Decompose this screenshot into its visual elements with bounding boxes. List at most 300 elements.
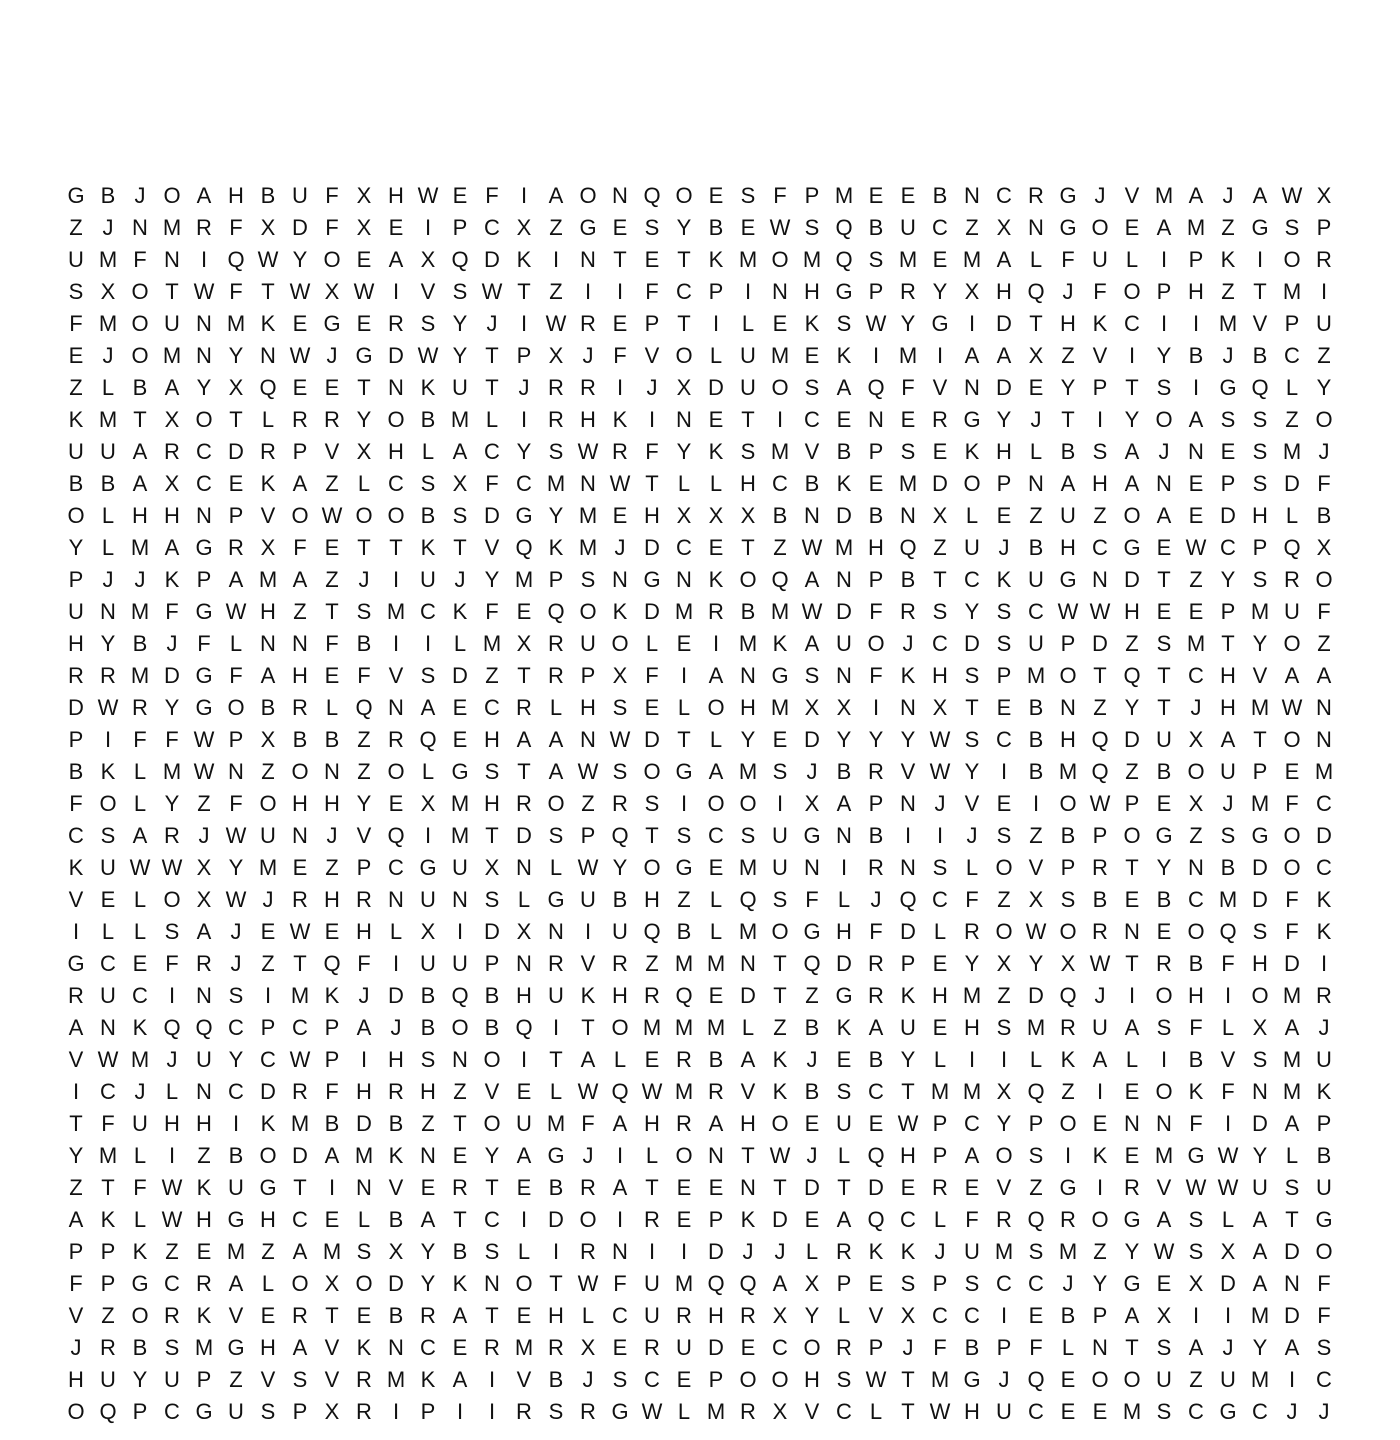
- grid-letter[interactable]: U: [1156, 1367, 1172, 1392]
- grid-letter[interactable]: A: [964, 343, 980, 368]
- grid-letter[interactable]: M: [226, 311, 246, 336]
- grid-letter[interactable]: R: [164, 439, 180, 464]
- grid-letter[interactable]: O: [739, 791, 757, 816]
- grid-letter[interactable]: R: [900, 599, 916, 624]
- grid-letter[interactable]: K: [516, 247, 532, 272]
- grid-letter[interactable]: R: [164, 823, 180, 848]
- grid-letter[interactable]: B: [804, 471, 820, 496]
- grid-letter[interactable]: C: [1252, 1399, 1268, 1424]
- grid-letter[interactable]: U: [1220, 1367, 1236, 1392]
- grid-letter[interactable]: O: [1187, 759, 1205, 784]
- grid-letter[interactable]: F: [1285, 919, 1299, 944]
- grid-letter[interactable]: J: [230, 919, 242, 944]
- grid-letter[interactable]: B: [1028, 535, 1044, 560]
- grid-letter[interactable]: T: [773, 983, 787, 1008]
- grid-letter[interactable]: S: [420, 1047, 436, 1072]
- grid-letter[interactable]: O: [579, 1207, 597, 1232]
- grid-letter[interactable]: N: [324, 759, 340, 784]
- grid-letter[interactable]: G: [67, 183, 85, 208]
- grid-letter[interactable]: V: [228, 1303, 244, 1328]
- grid-letter[interactable]: F: [325, 183, 339, 208]
- grid-letter[interactable]: Z: [165, 1239, 179, 1264]
- grid-letter[interactable]: W: [1281, 695, 1303, 720]
- grid-letter[interactable]: Q: [835, 215, 853, 240]
- grid-letter[interactable]: C: [1188, 887, 1204, 912]
- grid-letter[interactable]: J: [1062, 279, 1074, 304]
- grid-letter[interactable]: I: [520, 183, 528, 208]
- grid-letter[interactable]: O: [291, 759, 309, 784]
- grid-letter[interactable]: O: [291, 1271, 309, 1296]
- grid-letter[interactable]: Q: [1123, 663, 1141, 688]
- grid-letter[interactable]: U: [196, 1047, 212, 1072]
- grid-letter[interactable]: G: [195, 535, 213, 560]
- grid-letter[interactable]: P: [1252, 759, 1268, 784]
- grid-letter[interactable]: M: [994, 1239, 1014, 1264]
- grid-letter[interactable]: A: [1252, 1239, 1268, 1264]
- grid-letter[interactable]: H: [484, 727, 500, 752]
- grid-letter[interactable]: R: [996, 1207, 1012, 1232]
- grid-letter[interactable]: Z: [261, 759, 275, 784]
- grid-letter[interactable]: A: [804, 567, 820, 592]
- grid-letter[interactable]: H: [132, 503, 148, 528]
- grid-letter[interactable]: X: [260, 727, 276, 752]
- grid-letter[interactable]: V: [324, 1335, 340, 1360]
- grid-letter[interactable]: G: [1123, 1207, 1141, 1232]
- grid-letter[interactable]: N: [260, 343, 276, 368]
- grid-letter[interactable]: K: [420, 375, 436, 400]
- grid-letter[interactable]: K: [1316, 1079, 1332, 1104]
- grid-letter[interactable]: O: [739, 567, 757, 592]
- grid-letter[interactable]: A: [1060, 471, 1076, 496]
- grid-letter[interactable]: C: [804, 407, 820, 432]
- grid-letter[interactable]: I: [872, 695, 880, 720]
- grid-letter[interactable]: Y: [228, 1047, 244, 1072]
- grid-letter[interactable]: H: [516, 983, 532, 1008]
- grid-letter[interactable]: Z: [485, 663, 499, 688]
- grid-letter[interactable]: D: [708, 1335, 724, 1360]
- grid-letter[interactable]: B: [708, 1047, 724, 1072]
- grid-letter[interactable]: C: [228, 1015, 244, 1040]
- grid-letter[interactable]: B: [292, 727, 308, 752]
- grid-letter[interactable]: W: [289, 1047, 311, 1072]
- grid-letter[interactable]: L: [133, 791, 147, 816]
- grid-letter[interactable]: O: [1187, 919, 1205, 944]
- grid-letter[interactable]: J: [902, 631, 914, 656]
- grid-letter[interactable]: R: [580, 1175, 596, 1200]
- grid-letter[interactable]: A: [772, 1271, 788, 1296]
- grid-letter[interactable]: S: [356, 599, 372, 624]
- grid-letter[interactable]: Y: [676, 215, 692, 240]
- grid-letter[interactable]: S: [772, 887, 788, 912]
- grid-letter[interactable]: L: [261, 1271, 275, 1296]
- grid-letter[interactable]: O: [483, 1047, 501, 1072]
- grid-letter[interactable]: Q: [195, 1015, 213, 1040]
- grid-letter[interactable]: N: [196, 503, 212, 528]
- grid-letter[interactable]: M: [738, 855, 758, 880]
- grid-letter[interactable]: R: [516, 695, 532, 720]
- grid-letter[interactable]: I: [1224, 983, 1232, 1008]
- grid-letter[interactable]: A: [1124, 1015, 1140, 1040]
- grid-letter[interactable]: X: [804, 695, 820, 720]
- grid-letter[interactable]: W: [641, 1399, 663, 1424]
- grid-letter[interactable]: A: [292, 471, 308, 496]
- grid-letter[interactable]: X: [900, 1303, 916, 1328]
- grid-letter[interactable]: C: [100, 1079, 116, 1104]
- grid-letter[interactable]: M: [706, 1015, 726, 1040]
- grid-letter[interactable]: B: [964, 1335, 980, 1360]
- grid-letter[interactable]: R: [1284, 567, 1300, 592]
- grid-letter[interactable]: Y: [900, 311, 916, 336]
- grid-letter[interactable]: D: [836, 503, 852, 528]
- grid-letter[interactable]: M: [258, 855, 278, 880]
- grid-letter[interactable]: Z: [773, 535, 787, 560]
- grid-letter[interactable]: B: [420, 983, 436, 1008]
- grid-letter[interactable]: T: [613, 247, 627, 272]
- grid-letter[interactable]: K: [452, 599, 468, 624]
- grid-letter[interactable]: T: [1029, 311, 1043, 336]
- grid-letter[interactable]: A: [132, 471, 148, 496]
- grid-letter[interactable]: X: [1028, 343, 1044, 368]
- grid-letter[interactable]: N: [612, 1239, 628, 1264]
- grid-letter[interactable]: Q: [867, 1143, 885, 1168]
- grid-letter[interactable]: J: [806, 1047, 818, 1072]
- grid-letter[interactable]: Y: [132, 1367, 148, 1392]
- grid-letter[interactable]: W: [321, 503, 343, 528]
- grid-letter[interactable]: L: [357, 471, 371, 496]
- grid-letter[interactable]: I: [168, 1143, 176, 1168]
- grid-letter[interactable]: B: [1092, 887, 1108, 912]
- grid-letter[interactable]: P: [484, 951, 500, 976]
- grid-letter[interactable]: B: [420, 1015, 436, 1040]
- grid-letter[interactable]: R: [580, 1239, 596, 1264]
- grid-letter[interactable]: T: [677, 247, 691, 272]
- grid-letter[interactable]: T: [261, 279, 275, 304]
- grid-letter[interactable]: H: [324, 791, 340, 816]
- grid-letter[interactable]: M: [578, 535, 598, 560]
- grid-letter[interactable]: A: [1124, 439, 1140, 464]
- grid-letter[interactable]: S: [644, 791, 660, 816]
- grid-letter[interactable]: M: [1026, 663, 1046, 688]
- grid-letter[interactable]: A: [580, 1047, 596, 1072]
- grid-letter[interactable]: D: [708, 375, 724, 400]
- grid-letter[interactable]: L: [1285, 1143, 1299, 1168]
- grid-letter[interactable]: Q: [387, 823, 405, 848]
- grid-letter[interactable]: H: [68, 1367, 84, 1392]
- grid-letter[interactable]: M: [578, 503, 598, 528]
- grid-letter[interactable]: M: [162, 343, 182, 368]
- grid-letter[interactable]: T: [773, 1175, 787, 1200]
- grid-letter[interactable]: D: [1316, 823, 1332, 848]
- grid-letter[interactable]: N: [676, 407, 692, 432]
- grid-letter[interactable]: Y: [1316, 375, 1332, 400]
- grid-letter[interactable]: H: [868, 535, 884, 560]
- grid-letter[interactable]: L: [933, 919, 947, 944]
- grid-letter[interactable]: O: [611, 1015, 629, 1040]
- grid-letter[interactable]: K: [452, 1271, 468, 1296]
- grid-letter[interactable]: Q: [1091, 759, 1109, 784]
- grid-letter[interactable]: M: [546, 1111, 566, 1136]
- grid-letter[interactable]: R: [100, 1335, 116, 1360]
- grid-letter[interactable]: H: [1060, 727, 1076, 752]
- grid-letter[interactable]: R: [260, 439, 276, 464]
- grid-letter[interactable]: E: [868, 1111, 884, 1136]
- grid-letter[interactable]: P: [516, 343, 532, 368]
- grid-letter[interactable]: O: [131, 311, 149, 336]
- grid-letter[interactable]: P: [68, 727, 84, 752]
- grid-letter[interactable]: J: [358, 983, 370, 1008]
- grid-letter[interactable]: I: [1032, 791, 1040, 816]
- grid-letter[interactable]: O: [131, 279, 149, 304]
- grid-letter[interactable]: N: [1188, 855, 1204, 880]
- grid-letter[interactable]: R: [612, 791, 628, 816]
- grid-letter[interactable]: Y: [836, 727, 852, 752]
- grid-letter[interactable]: T: [485, 1175, 499, 1200]
- grid-letter[interactable]: I: [1128, 343, 1136, 368]
- grid-letter[interactable]: A: [996, 343, 1012, 368]
- grid-letter[interactable]: A: [836, 1207, 852, 1232]
- grid-letter[interactable]: J: [1286, 1399, 1298, 1424]
- grid-letter[interactable]: N: [196, 983, 212, 1008]
- grid-letter[interactable]: Z: [1093, 695, 1107, 720]
- grid-letter[interactable]: C: [932, 1303, 948, 1328]
- grid-letter[interactable]: A: [516, 727, 532, 752]
- grid-letter[interactable]: J: [966, 823, 978, 848]
- grid-letter[interactable]: X: [548, 343, 564, 368]
- grid-letter[interactable]: F: [357, 663, 371, 688]
- grid-letter[interactable]: D: [388, 343, 404, 368]
- grid-letter[interactable]: G: [1059, 183, 1077, 208]
- grid-letter[interactable]: M: [1250, 599, 1270, 624]
- grid-letter[interactable]: F: [773, 183, 787, 208]
- grid-letter[interactable]: W: [1217, 1143, 1239, 1168]
- grid-letter[interactable]: U: [644, 1303, 660, 1328]
- grid-letter[interactable]: N: [292, 823, 308, 848]
- grid-letter[interactable]: Z: [1189, 567, 1203, 592]
- grid-letter[interactable]: Y: [996, 1111, 1012, 1136]
- grid-letter[interactable]: B: [388, 1303, 404, 1328]
- grid-letter[interactable]: O: [483, 1111, 501, 1136]
- grid-letter[interactable]: U: [740, 343, 756, 368]
- grid-letter[interactable]: H: [164, 1111, 180, 1136]
- grid-letter[interactable]: Q: [1027, 1207, 1045, 1232]
- grid-letter[interactable]: U: [900, 1015, 916, 1040]
- grid-letter[interactable]: T: [901, 1079, 915, 1104]
- grid-letter[interactable]: F: [1189, 1111, 1203, 1136]
- grid-letter[interactable]: O: [547, 791, 565, 816]
- grid-letter[interactable]: E: [452, 183, 468, 208]
- grid-letter[interactable]: S: [484, 887, 500, 912]
- grid-letter[interactable]: R: [1060, 1015, 1076, 1040]
- grid-letter[interactable]: X: [1188, 727, 1204, 752]
- grid-letter[interactable]: J: [646, 375, 658, 400]
- grid-letter[interactable]: E: [1028, 1303, 1044, 1328]
- grid-letter[interactable]: P: [292, 439, 308, 464]
- grid-letter[interactable]: M: [162, 759, 182, 784]
- grid-letter[interactable]: G: [963, 407, 981, 432]
- grid-letter[interactable]: R: [644, 983, 660, 1008]
- grid-letter[interactable]: T: [1125, 375, 1139, 400]
- grid-letter[interactable]: M: [674, 1015, 694, 1040]
- grid-letter[interactable]: E: [932, 439, 948, 464]
- grid-letter[interactable]: F: [325, 1079, 339, 1104]
- grid-letter[interactable]: D: [740, 983, 756, 1008]
- grid-letter[interactable]: J: [1222, 1335, 1234, 1360]
- grid-letter[interactable]: C: [228, 1079, 244, 1104]
- grid-letter[interactable]: M: [514, 1335, 534, 1360]
- grid-letter[interactable]: D: [388, 983, 404, 1008]
- grid-letter[interactable]: X: [676, 503, 692, 528]
- grid-letter[interactable]: B: [804, 1015, 820, 1040]
- grid-letter[interactable]: F: [1317, 599, 1331, 624]
- grid-letter[interactable]: V: [1028, 855, 1044, 880]
- grid-letter[interactable]: M: [98, 407, 118, 432]
- grid-letter[interactable]: I: [1096, 407, 1104, 432]
- grid-letter[interactable]: S: [612, 695, 628, 720]
- grid-letter[interactable]: I: [584, 279, 592, 304]
- grid-letter[interactable]: M: [1154, 1143, 1174, 1168]
- grid-letter[interactable]: O: [1123, 503, 1141, 528]
- grid-letter[interactable]: S: [260, 1399, 276, 1424]
- grid-letter[interactable]: T: [901, 1367, 915, 1392]
- grid-letter[interactable]: V: [1092, 343, 1108, 368]
- grid-letter[interactable]: S: [1060, 887, 1076, 912]
- grid-letter[interactable]: F: [325, 215, 339, 240]
- grid-letter[interactable]: C: [996, 1271, 1012, 1296]
- grid-letter[interactable]: E: [324, 663, 340, 688]
- grid-letter[interactable]: I: [776, 407, 784, 432]
- grid-letter[interactable]: L: [133, 919, 147, 944]
- grid-letter[interactable]: O: [1059, 919, 1077, 944]
- grid-letter[interactable]: O: [131, 1303, 149, 1328]
- grid-letter[interactable]: G: [963, 1367, 981, 1392]
- grid-letter[interactable]: I: [392, 567, 400, 592]
- grid-letter[interactable]: U: [1092, 247, 1108, 272]
- grid-letter[interactable]: B: [868, 215, 884, 240]
- grid-letter[interactable]: S: [420, 663, 436, 688]
- grid-letter[interactable]: R: [548, 631, 564, 656]
- grid-letter[interactable]: J: [518, 375, 530, 400]
- grid-letter[interactable]: S: [612, 759, 628, 784]
- grid-letter[interactable]: K: [900, 1239, 916, 1264]
- grid-letter[interactable]: L: [261, 407, 275, 432]
- grid-letter[interactable]: C: [196, 439, 212, 464]
- grid-letter[interactable]: X: [516, 631, 532, 656]
- grid-letter[interactable]: S: [420, 311, 436, 336]
- grid-letter[interactable]: L: [837, 1143, 851, 1168]
- grid-letter[interactable]: T: [389, 535, 403, 560]
- grid-letter[interactable]: O: [611, 631, 629, 656]
- grid-letter[interactable]: H: [164, 503, 180, 528]
- grid-letter[interactable]: H: [1188, 983, 1204, 1008]
- grid-letter[interactable]: T: [741, 535, 755, 560]
- grid-letter[interactable]: S: [292, 1367, 308, 1392]
- grid-letter[interactable]: M: [1282, 279, 1302, 304]
- grid-letter[interactable]: N: [132, 215, 148, 240]
- grid-letter[interactable]: E: [292, 375, 308, 400]
- grid-letter[interactable]: T: [1157, 567, 1171, 592]
- grid-letter[interactable]: Q: [1091, 727, 1109, 752]
- grid-letter[interactable]: E: [708, 535, 724, 560]
- grid-letter[interactable]: I: [424, 215, 432, 240]
- grid-letter[interactable]: D: [836, 599, 852, 624]
- grid-letter[interactable]: H: [804, 1367, 820, 1392]
- grid-letter[interactable]: V: [68, 1047, 84, 1072]
- grid-letter[interactable]: S: [484, 1239, 500, 1264]
- grid-letter[interactable]: J: [102, 567, 114, 592]
- grid-letter[interactable]: E: [644, 247, 660, 272]
- grid-letter[interactable]: F: [965, 887, 979, 912]
- grid-letter[interactable]: W: [865, 1367, 887, 1392]
- grid-letter[interactable]: O: [1251, 983, 1269, 1008]
- grid-letter[interactable]: T: [357, 375, 371, 400]
- grid-letter[interactable]: L: [1285, 503, 1299, 528]
- grid-letter[interactable]: W: [225, 887, 247, 912]
- grid-letter[interactable]: O: [195, 407, 213, 432]
- grid-letter[interactable]: O: [387, 407, 405, 432]
- grid-letter[interactable]: H: [644, 1111, 660, 1136]
- grid-letter[interactable]: K: [388, 1143, 404, 1168]
- grid-letter[interactable]: P: [260, 1015, 276, 1040]
- grid-letter[interactable]: K: [260, 471, 276, 496]
- grid-letter[interactable]: L: [741, 311, 755, 336]
- grid-letter[interactable]: H: [1220, 695, 1236, 720]
- grid-letter[interactable]: I: [392, 631, 400, 656]
- grid-letter[interactable]: X: [996, 215, 1012, 240]
- grid-letter[interactable]: Z: [1189, 1367, 1203, 1392]
- grid-letter[interactable]: I: [392, 279, 400, 304]
- grid-letter[interactable]: W: [1185, 1175, 1207, 1200]
- grid-letter[interactable]: L: [933, 1207, 947, 1232]
- grid-letter[interactable]: U: [164, 311, 180, 336]
- grid-letter[interactable]: O: [739, 1367, 757, 1392]
- grid-letter[interactable]: A: [164, 375, 180, 400]
- grid-letter[interactable]: E: [676, 1207, 692, 1232]
- grid-letter[interactable]: P: [68, 567, 84, 592]
- grid-letter[interactable]: F: [165, 599, 179, 624]
- grid-letter[interactable]: S: [804, 375, 820, 400]
- grid-letter[interactable]: M: [962, 1079, 982, 1104]
- grid-letter[interactable]: C: [1028, 599, 1044, 624]
- grid-letter[interactable]: Z: [1029, 503, 1043, 528]
- grid-letter[interactable]: U: [740, 375, 756, 400]
- grid-letter[interactable]: H: [68, 631, 84, 656]
- grid-letter[interactable]: D: [516, 823, 532, 848]
- grid-letter[interactable]: O: [675, 343, 693, 368]
- grid-letter[interactable]: P: [1284, 311, 1300, 336]
- grid-letter[interactable]: M: [514, 567, 534, 592]
- grid-letter[interactable]: L: [1221, 1207, 1235, 1232]
- grid-letter[interactable]: A: [612, 1111, 628, 1136]
- grid-letter[interactable]: B: [1028, 727, 1044, 752]
- grid-letter[interactable]: R: [1316, 983, 1332, 1008]
- grid-letter[interactable]: P: [932, 1111, 948, 1136]
- grid-letter[interactable]: I: [424, 823, 432, 848]
- grid-letter[interactable]: M: [194, 1335, 214, 1360]
- grid-letter[interactable]: H: [1124, 599, 1140, 624]
- grid-letter[interactable]: N: [740, 1175, 756, 1200]
- grid-letter[interactable]: H: [900, 1143, 916, 1168]
- grid-letter[interactable]: X: [452, 471, 468, 496]
- grid-letter[interactable]: O: [771, 247, 789, 272]
- grid-letter[interactable]: N: [836, 567, 852, 592]
- grid-letter[interactable]: B: [1188, 343, 1204, 368]
- grid-letter[interactable]: F: [229, 215, 243, 240]
- grid-letter[interactable]: R: [548, 407, 564, 432]
- grid-letter[interactable]: U: [1028, 567, 1044, 592]
- grid-letter[interactable]: Y: [420, 1271, 436, 1296]
- grid-letter[interactable]: T: [485, 343, 499, 368]
- grid-letter[interactable]: R: [548, 1335, 564, 1360]
